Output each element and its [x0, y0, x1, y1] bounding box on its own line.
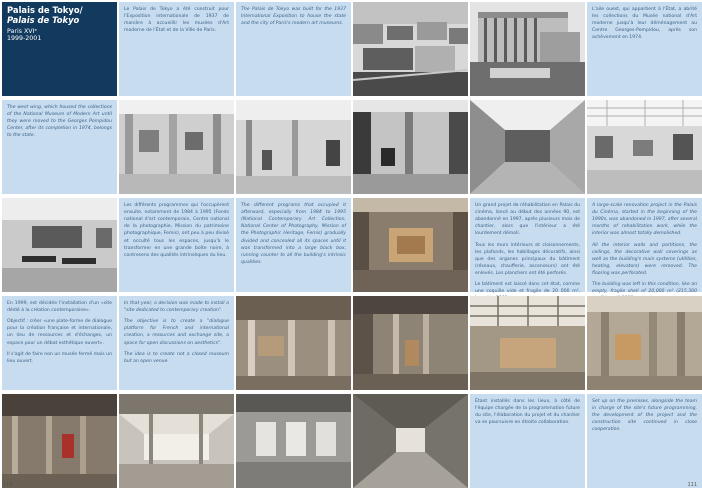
- photo-facade-colonnade: [470, 2, 585, 96]
- photo-empty-bright-hall: [119, 394, 234, 488]
- text-block-french: [119, 198, 234, 292]
- text-block-french: [470, 198, 585, 295]
- photo-structure-beams: [2, 394, 117, 488]
- photo-raw-concrete-space: [587, 296, 702, 390]
- title-english: Palais de Tokyo: [7, 14, 80, 25]
- paragraph: The west wing, which housed the collections of the National Museum of Modern Art until they were moved to the Georges Pompidou Center, after its completion in 1974, belongs to the state.: [7, 105, 112, 139]
- text-block-english: [587, 198, 702, 295]
- paragraph: The different programs that occupied it afterward, especially from 1984 to 1995 (National Contemporary Art Collection, National Center of Photography, Mission of the Photographic Heritage, Femis) gradually divided and concealed all its spaces until it was transformed into a large black box, running counter to all the building's intrinsic qualities.: [241, 203, 346, 265]
- page-number-left: 110: [3, 482, 13, 488]
- text-block-french: [2, 296, 117, 390]
- paragraph: Le Palais de Tokyo a été construit pour l'Exposition internationale de 1937 de manière à accueillir les musées d'Art moderne de l'État et de la Ville de Paris.: [124, 7, 229, 34]
- photo-skylight-gallery: [587, 100, 702, 194]
- photo-aerial-view: [353, 2, 468, 96]
- paragraph: A large-scale renovation project in the Palais du Cinéma, started in the beginning of the 1990s, was abandoned in 1997, after several months of rehabilitation work, while the interior was almost totally demolished.: [592, 203, 697, 237]
- title-block: [2, 2, 117, 96]
- paragraph: Tous les murs intérieurs et cloisonnements, les plafonds, les habillages décoratifs, ainsi que des organes principaux du bâtiment (réseaux, chaufferie, ascenseurs) ont été enlevés. Les planchers ont été perforés.: [475, 242, 580, 276]
- paragraph: Objectif : créer «une plate-forme de dialogue pour la création française et internationale, un lieu de ressources et d'échanges, un espace pour un débat esthétique ouvert».: [7, 319, 112, 346]
- photo-gallery-visitors: [236, 100, 351, 194]
- paragraph: Étant installés dans les lieux, à côté de l'équipe chargée de la programmation future du site, l'élaboration du projet et du chantier va se poursuivre en étroite collaboration.: [475, 399, 580, 426]
- photo-construction-columns: [236, 296, 351, 390]
- title-location: Paris XVIᵉ: [7, 28, 38, 36]
- photo-glass-roof-hall: [470, 296, 585, 390]
- photo-interior-openings: [236, 394, 351, 488]
- page-number-right: 111: [687, 482, 697, 488]
- paragraph: All the interior walls and partitions, the ceilings, the decorative wall coverings as well as the building's main systems (utilities, heating, elevators) were removed. The flooring was perforated.: [592, 242, 697, 276]
- title-years: 1999-2001: [7, 35, 42, 43]
- text-block-english: [587, 394, 702, 488]
- photo-construction-hall: [353, 296, 468, 390]
- text-block-french: [119, 2, 234, 96]
- photo-gallery-interior: [119, 100, 234, 194]
- paragraph: Les différents programmes qui l'occupèrent ensuite, notamment de 1984 à 1995 (Fonds national d'art contemporain, Centre national de la photographie, Mission du patrimoine photographique, Femis), ont peu à peu divisé et occulté tous les espaces, jusqu'à le transformer en une grande boîte noire, à contresens des qualités intrinsèques du lieu.: [124, 203, 229, 258]
- paragraph: In that year, a decision was made to install a "site dedicated to contemporary creation".: [124, 301, 229, 314]
- photo-long-perspective: [353, 394, 468, 488]
- title-french: Palais de Tokyo/: [7, 5, 83, 15]
- paragraph: The Palais de Tokyo was built for the 1937 International Exposition to house the state and the city of Paris's modern art museums.: [241, 7, 346, 27]
- paragraph: En 1999, est décidée l'installation d'un «site dédié à la création contemporaine».: [7, 301, 112, 314]
- photo-gallery-benches: [2, 198, 117, 292]
- paragraph: Il s'agit de faire non un musée fermé mais un lieu ouvert.: [7, 351, 112, 364]
- text-block-english: [236, 198, 351, 292]
- text-block-english: [119, 296, 234, 390]
- text-block-french: [587, 2, 702, 96]
- text-block-french: [470, 394, 585, 488]
- photo-hall-seated-figure: [353, 100, 468, 194]
- photo-text-grid: [2, 2, 702, 488]
- photo-corridor-perspective: [470, 100, 585, 194]
- text-block-english: [2, 100, 117, 194]
- paragraph: The building was left in this condition, like an empty, fragile shell of 20,000 m² (215,300: [592, 282, 697, 295]
- text-block-english: [236, 2, 351, 96]
- photo-demolished-interior: [353, 198, 468, 292]
- paragraph: Set up on the premises, alongside the team in charge of the site's future programming, the development of the project and the construction site continued in close cooperation.: [592, 399, 697, 433]
- paragraph: Le bâtiment est laissé dans cet état, comme une coquille vide et fragile de 20 000 m²,: [475, 282, 580, 295]
- paragraph: Un grand projet de réhabilitation en Palais du cinéma, lancé au début des années 90, est abandonné en 1997, après plusieurs mois de chantier, alors que l'intérieur a été lourdement démoli.: [475, 203, 580, 237]
- paragraph: The objective is to create a "dialogue platform for French and international creation, a resources and exchange site, a space for open discussions on aesthetics".: [124, 319, 229, 346]
- paragraph: The idea is to create not a closed museum but an open venue.: [124, 351, 229, 364]
- paragraph: L'aile ouest, qui appartient à l'État, a abrité les collections du Musée national d'Art moderne jusqu'à leur déménagement au Centre Georges-Pompidou, après son achèvement en 1974.: [592, 7, 697, 41]
